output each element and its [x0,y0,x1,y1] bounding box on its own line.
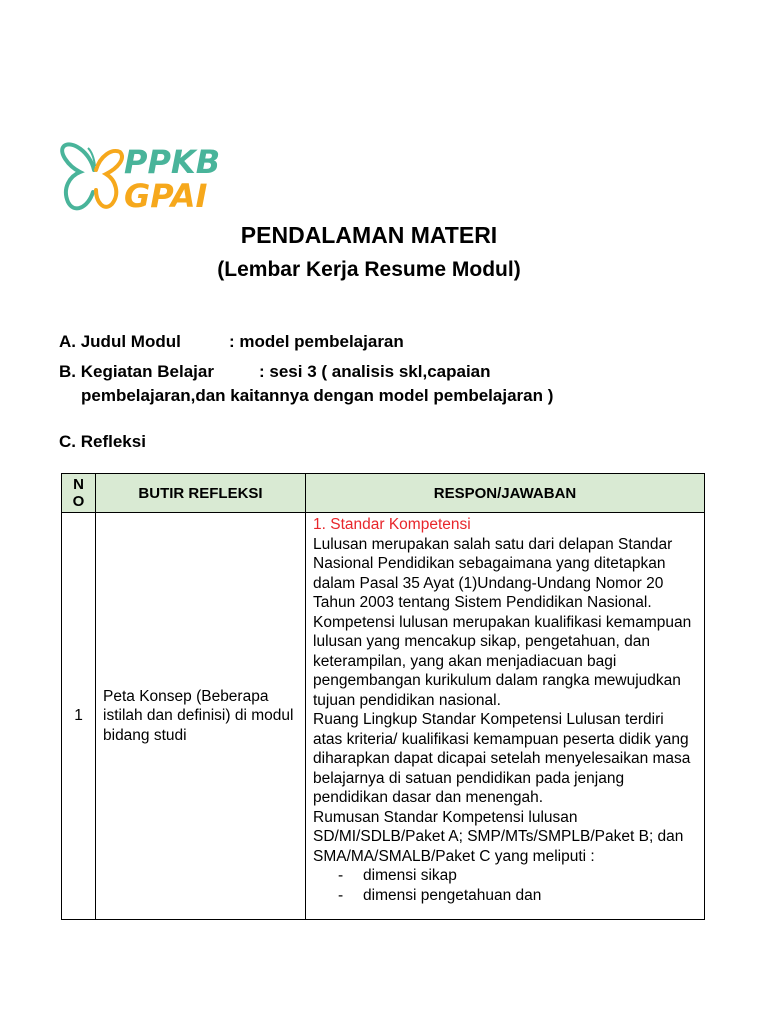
list-item: - dimensi pengetahuan dan [338,886,696,906]
field-value: : model pembelajaran [229,332,404,351]
table-header-row [62,474,705,513]
page-title: PENDALAMAN MATERI [240,222,498,248]
logo-text-gpai: GPAI [124,177,208,215]
list-item: - dimensi sikap [338,866,696,886]
header-no: N O [62,474,96,513]
refleksi-table [61,473,705,920]
field-label: A. Judul Modul [59,332,181,351]
logo-text-ppkb: PPKB [124,143,221,181]
respon-paragraph: Ruang Lingkup Standar Kompetensi Lulusan terdiri atas kriteria/ kualifikasi kemampuan peserta didik yang diharapkan dapat dicapai setelah menyelesaikan masa belajarnya di satuan pendidikan pada jenjang pendidikan dasar dan menengah. [313,711,691,806]
butterfly-icon [60,140,126,216]
header-butir-refleksi: BUTIR REFLEKSI [96,474,306,513]
field-kegiatan-belajar [59,360,553,408]
respon-heading: 1. Standar Kompetensi [313,516,471,533]
row-butir: Peta Konsep (Beberapa istilah dan definisi) di modul bidang studi [96,513,306,920]
respon-paragraph: Rumusan Standar Kompetensi lulusan SD/MI/SDLB/Paket A; SMP/MTs/SMPLB/Paket B; dan SMA/MA/SMALB/Paket C yang meliputi : [313,808,684,865]
header-respon-jawaban: RESPON/JAWABAN [306,474,705,513]
field-label: B. Kegiatan Belajar [59,362,214,381]
section-refleksi-label: C. Refleksi [59,432,146,451]
respon-bullet-list [313,866,696,905]
row-respon [306,513,705,920]
field-value: : sesi 3 ( analisis skl,capaian [259,362,491,381]
table-row [62,513,705,920]
respon-paragraph: Lulusan merupakan salah satu dari delapan Standar Nasional Pendidikan sebagaimana yang ditetapkan dalam Pasal 35 Ayat (1)Undang-Undang Nomor 20 Tahun 2003 tentang Sistem Pendidikan Nasional. Kompetensi lulusan merupakan kualifikasi kemampuan lulusan yang mencakup sikap, pengetahuan, dan keterampilan, yang akan menjadiacuan bagi pengembangan kurikulum dalam rangka mewujudkan tujuan pendidikan nasional. [313,535,692,709]
field-value-continued: pembelajaran,dan kaitannya dengan model pembelajaran ) [81,386,554,405]
field-judul-modul [59,330,404,354]
page-subtitle: (Lembar Kerja Resume Modul) [217,258,521,281]
row-number: 1 [62,513,96,920]
ppkb-gpai-logo [60,140,230,216]
